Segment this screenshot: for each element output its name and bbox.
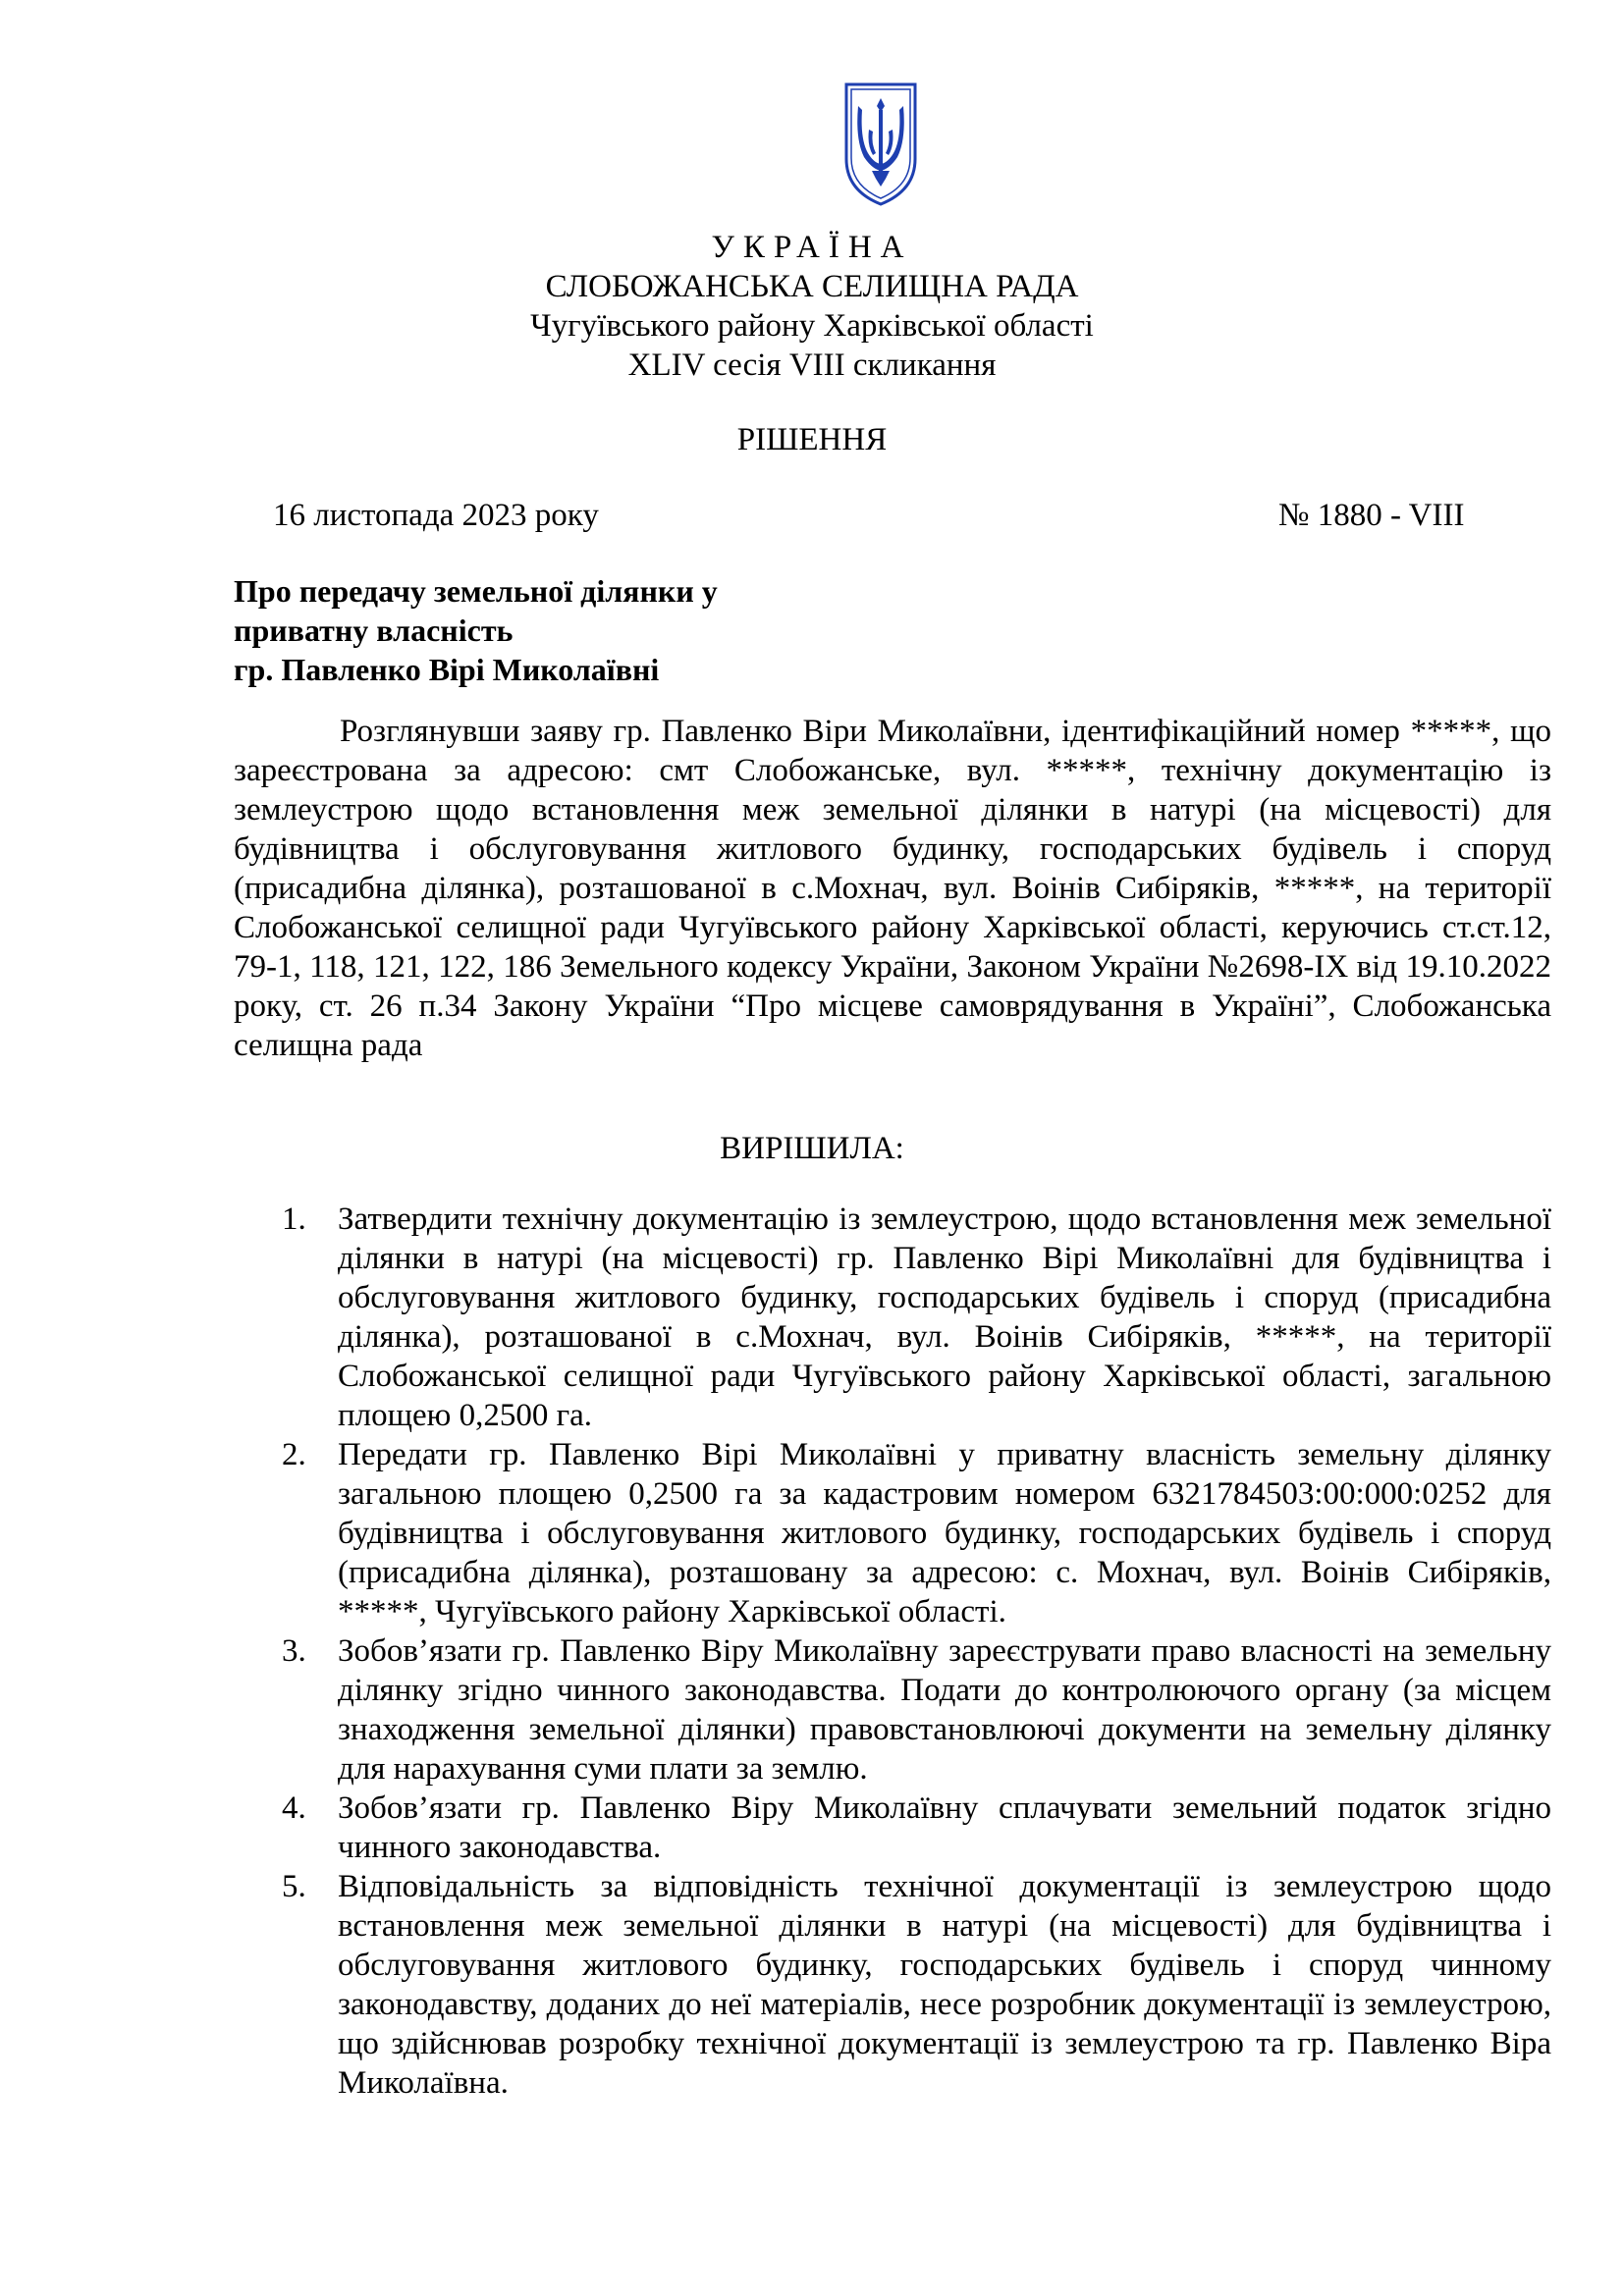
coat-of-arms-trident-icon xyxy=(842,80,919,208)
item-text: Зобов’язати гр. Павленко Віру Миколаївну зареєструвати право власності на земельну ділянку згідно чинного законодавства. Подати до контролюючого органу (за місцем знаходження земельної ділянки) правовстановлюючі документи на земельну ділянку для нарахування суми плати за землю. xyxy=(338,1633,1551,1787)
item-number: 1. xyxy=(282,1201,306,1237)
decision-date: 16 листопада 2023 року xyxy=(273,498,599,533)
header-district: Чугуївського району Харківської області xyxy=(530,308,1094,344)
subject-line-2: приватну власність xyxy=(234,613,514,648)
resolved-heading: ВИРІШИЛА: xyxy=(720,1131,904,1166)
list-item xyxy=(0,1631,1624,1789)
item-text: Передати гр. Павленко Вірі Миколаївні у приватну власність земельну ділянку загальною площею 0,2500 га за кадастровим номером 6321784503:00:000:0252 для будівництва і обслуговування житлового будинку, господарських будівель і споруд (присадибна ділянка), розташовану за адресою: с. Мохнач, вул. Воінів Сибіряків, *****, Чугуївського району Харківської області. xyxy=(338,1437,1551,1629)
decision-subject xyxy=(234,571,718,689)
list-item xyxy=(0,1200,1624,1435)
item-number: 5. xyxy=(282,1869,306,1904)
list-item xyxy=(0,1789,1624,1867)
decision-number: № 1880 - VIII xyxy=(1278,498,1465,533)
subject-line-3: гр. Павленко Вірі Миколаївні xyxy=(234,652,660,687)
item-number: 3. xyxy=(282,1633,306,1669)
item-text: Затвердити технічну документацію із землеустрою, щодо встановлення меж земельної ділянки в натурі (на місцевості) гр. Павленко Вірі Миколаївні для будівництва і обслуговування житлового будинку, господарських будівель і споруд (присадибна ділянка), розташованої в с.Мохнач, вул. Воінів Сибіряків, *****, на території Слобожанської селищної ради Чугуївського району Харківської області, загальною площею 0,2500 га. xyxy=(338,1201,1551,1433)
item-number: 2. xyxy=(282,1437,306,1472)
decision-items-list xyxy=(0,1200,1624,2103)
document-type-title: РІШЕННЯ xyxy=(736,422,888,457)
header-country: УКРАЇНА xyxy=(711,230,913,265)
item-text: Зобов’язати гр. Павленко Віру Миколаївну сплачувати земельний податок згідно чинного законодавства. xyxy=(338,1790,1551,1865)
list-item xyxy=(0,1435,1624,1631)
item-number: 4. xyxy=(282,1790,306,1826)
header-session: XLIV сесія VIII скликання xyxy=(627,347,997,383)
header-council: СЛОБОЖАНСЬКА СЕЛИЩНА РАДА xyxy=(545,269,1079,304)
preamble-paragraph: Розглянувши заяву гр. Павленко Віри Миколаївни, ідентифікаційний номер *****, що зареєстрована за адресою: смт Слобожанське, вул. *****, технічну документацію із землеустрою щодо встановлення меж земельної ділянки в натурі (на місцевості) для будівництва і обслуговування житлового будинку, господарських будівель і споруд (присадибна ділянка), розташованої в с.Мохнач, вул. Воінів Сибіряків, *****, на території Слобожанської селищної ради Чугуївського району Харківської області, керуючись ст.ст.12, 79-1, 118, 121, 122, 186 Земельного кодексу України, Законом України №2698-IX від 19.10.2022 року, ст. 26 п.34 Закону України “Про місцеве самоврядування в Україні”, Слобожанська селищна рада xyxy=(234,714,1551,1063)
list-item xyxy=(0,1867,1624,2103)
subject-line-1: Про передачу земельної ділянки у xyxy=(234,573,718,609)
item-text: Відповідальність за відповідність технічної документації із землеустрою щодо встановлення меж земельної ділянки в натурі (на місцевості) для будівництва і обслуговування житлового будинку, господарських будівель і споруд чинному законодавству, доданих до неї матеріалів, несе розробник документації із землеустрою, що здійснював розробку технічної документації із землеустрою та гр. Павленко Віра Миколаївна. xyxy=(338,1869,1551,2101)
